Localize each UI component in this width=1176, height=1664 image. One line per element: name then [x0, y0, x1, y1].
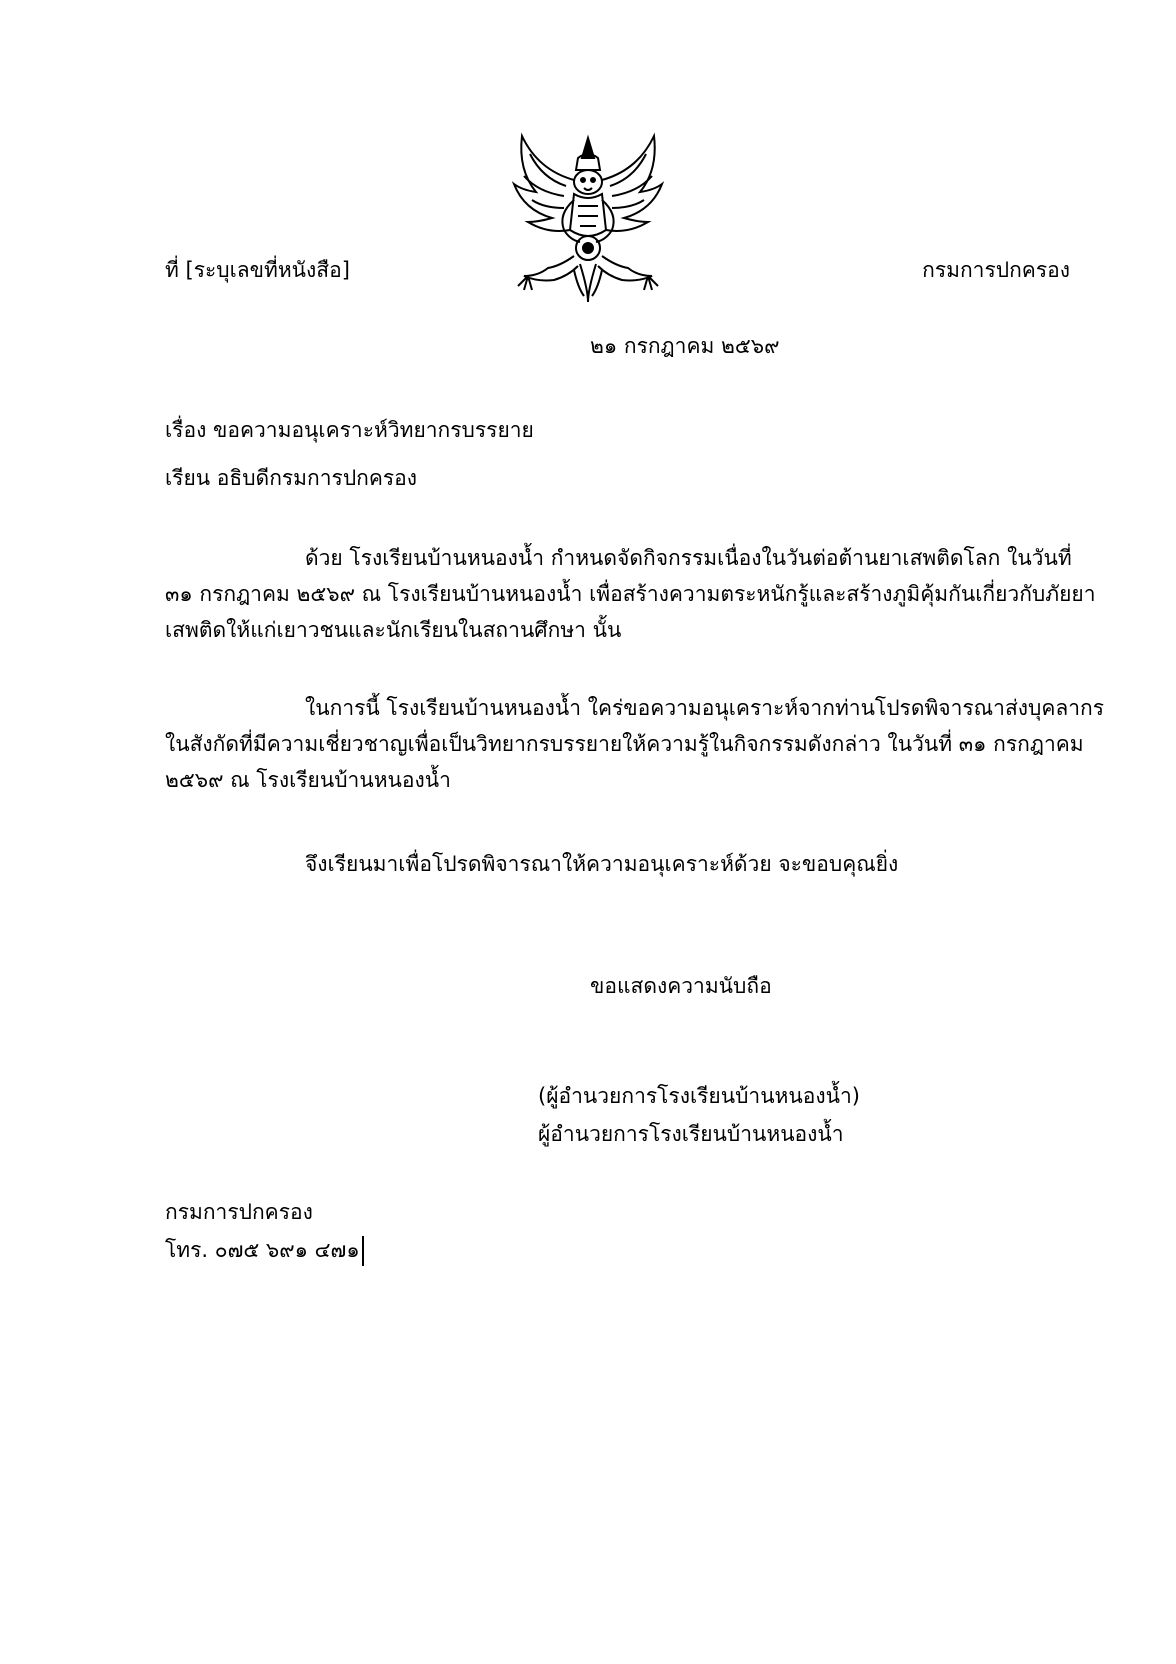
- signer-name: (ผู้อำนวยการโรงเรียนบ้านหนองน้ำ): [538, 1084, 860, 1108]
- reference-number: ที่ [ระบุเลขที่หนังสือ]: [165, 258, 350, 282]
- signer-position: ผู้อำนวยการโรงเรียนบ้านหนองน้ำ: [538, 1122, 844, 1146]
- paragraph-1-line-2: ๓๑ กรกฎาคม ๒๕๖๙ ณ โรงเรียนบ้านหนองน้ำ เพื่อสร้างความตระหนักรู้และสร้างภูมิคุ้มกันเกี่ยวกับภัยยา: [165, 582, 1096, 606]
- body-paragraph-2: [165, 690, 1105, 798]
- footer-phone: โทร. ๐๗๕ ๖๙๑ ๔๗๑: [165, 1238, 360, 1262]
- paragraph-1-line-3: เสพติดให้แก่เยาวชนและนักเรียนในสถานศึกษา นั้น: [165, 618, 622, 642]
- paragraph-2-line-1: ในการนี้ โรงเรียนบ้านหนองน้ำ ใคร่ขอความอนุเคราะห์จากท่านโปรดพิจารณาส่งบุคลากร: [305, 696, 1105, 720]
- paragraph-1-line-1: ด้วย โรงเรียนบ้านหนองน้ำ กำหนดจัดกิจกรรมเนื่องในวันต่อต้านยาเสพติดโลก ในวันที่: [305, 546, 1072, 570]
- salutation-line: เรียน อธิบดีกรมการปกครอง: [165, 466, 418, 490]
- paragraph-2-line-3: ๒๕๖๙ ณ โรงเรียนบ้านหนองน้ำ: [165, 768, 451, 792]
- footer-office: กรมการปกครอง: [165, 1200, 313, 1224]
- subject-line: เรื่อง ขอความอนุเคราะห์วิทยากรบรรยาย: [165, 418, 534, 442]
- body-paragraph-1: [165, 540, 1096, 648]
- closing-request: จึงเรียนมาเพื่อโปรดพิจารณาให้ความอนุเคราะห์ด้วย จะขอบคุณยิ่ง: [305, 852, 899, 876]
- office-name: กรมการปกครอง: [922, 258, 1070, 282]
- closing-phrase: ขอแสดงความนับถือ: [590, 974, 772, 998]
- footer-phone-line[interactable]: [165, 1234, 364, 1267]
- paragraph-2-line-2: ในสังกัดที่มีความเชี่ยวชาญเพื่อเป็นวิทยากรบรรยายให้ความรู้ในกิจกรรมดังกล่าว ในวันที่ ๓๑ กรกฎาคม: [165, 732, 1084, 756]
- document-date: ๒๑ กรกฎาคม ๒๕๖๙: [590, 334, 780, 358]
- text-cursor: [362, 1236, 364, 1266]
- garuda-emblem-icon: [508, 130, 668, 305]
